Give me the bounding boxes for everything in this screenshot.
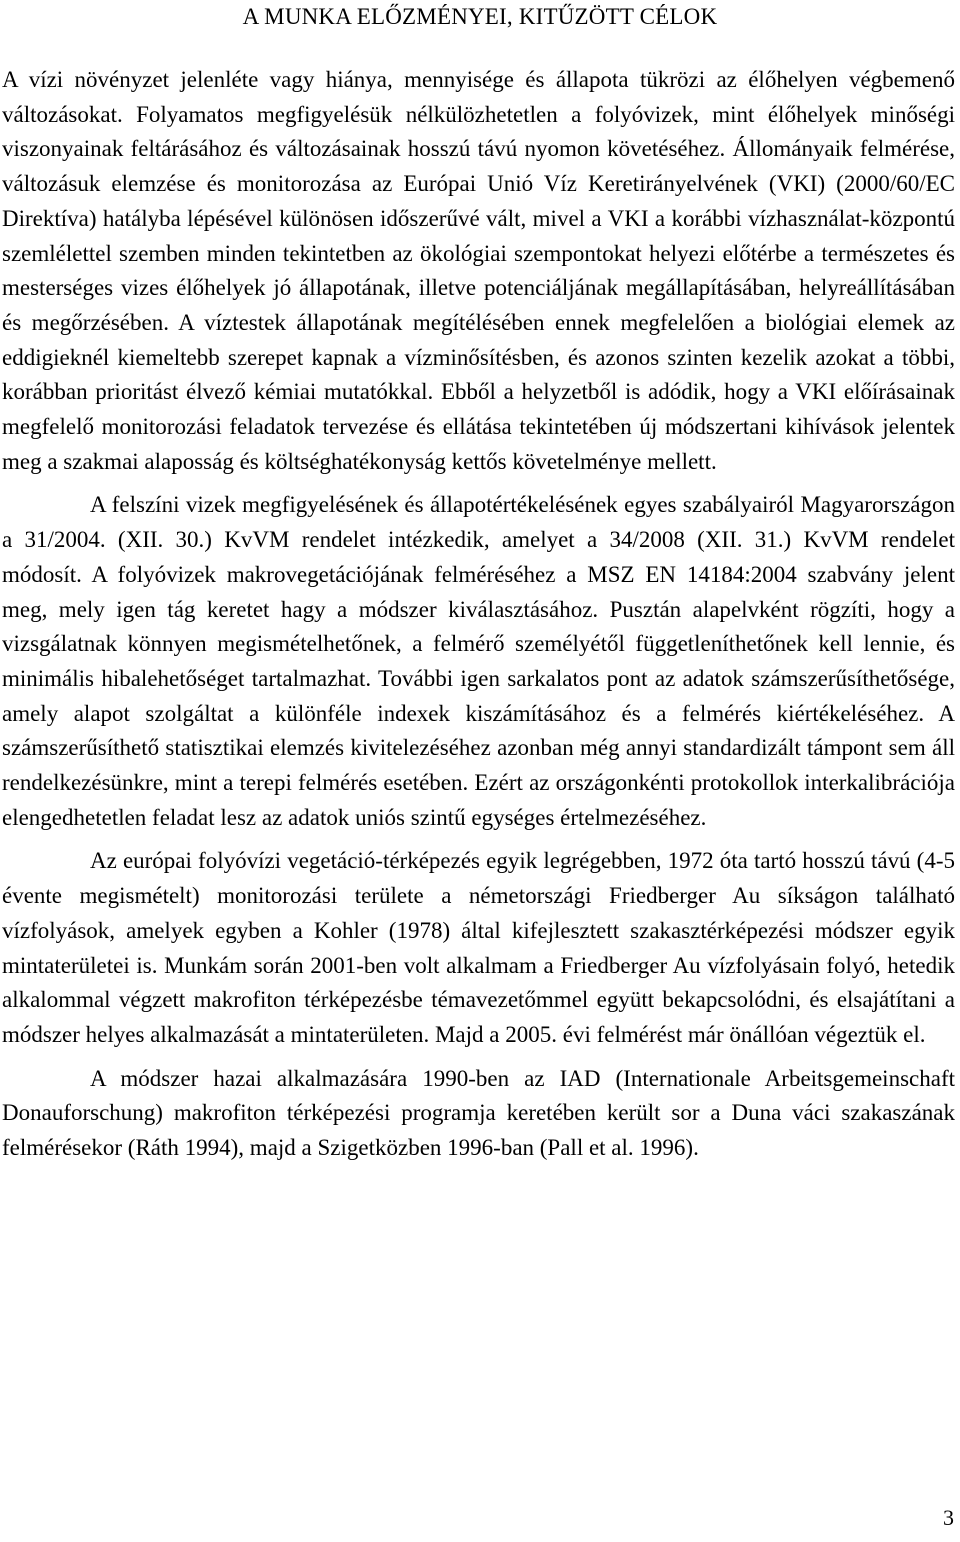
paragraph-regulations: A felszíni vizek megfigyelésének és állapotértékelésének egyes szabályairól Magyarországon a 31/2004. (XII. 30.) KvVM rendelet intézkedik, amelyet a 34/2008 (XII. 31.) KvVM rendelet módosít. A folyóvizek makrovegetációjának felméréséhez a MSZ EN 14184:2004 szabvány jelent meg, mely igen tág keretet hagy a módszer kiválasztásához. Pusztán alapelvként rögzíti, hogy a vizsgálatnak könnyen megismételhetőnek, a felmérő személyétől függetleníthetőnek kell lennie, és minimális hibalehetőséget tartalmazhat. További igen sarkalatos pont az adatok számszerűsíthetősége, amely alapot szolgáltat a különféle indexek kiszámításához és a felmérés kiértékeléséhez. A számszerűsíthető statisztikai elemzés kivitelezéséhez azonban még annyi standardizált támpont sem áll rendelkezésünkre, mint a terepi felmérés esetében. Ezért az országonkénti protokollok interkalibrációja elengedhetetlen feladat lesz az adatok uniós szintű egységes értelmezéséhez. [2,492,955,830]
paragraph-intro: A vízi növényzet jelenléte vagy hiánya, mennyisége és állapota tükrözi az élőhelyen végbemenő változásokat. Folyamatos megfigyelésük nélkülözhetetlen a folyóvizek, mint élőhelyek minőségi viszonyainak feltárásához és változásainak hosszú távú nyomon követéséhez. Állományaik felmérése, változásuk elemzése és monitorozása az Európai Unió Víz Keretirányelvének (VKI) (2000/60/EC Direktíva) hatályba lépésével különösen időszerűvé vált, mivel a VKI a korábbi vízhasználat-központú szemlélettel szemben minden tekintetben az ökológiai szempontokat helyezi előtérbe a természetes és mesterséges vizes élőhelyek jó állapotának, illetve potenciáljának megállapításában, helyreállításában és megőrzésében. A víztestek állapotának megítélésében ennek megfelelően a biológiai elemek az eddigieknél kiemeltebb szerepet kapnak a vízminősítésben, és azonos szinten kezelik azokat a többi, korábban prioritást élvező kémiai mutatókkal. Ebből a helyzetből is adódik, hogy a VKI előírásainak megfelelő monitorozási feladatok tervezése és ellátása tekintetében új módszertani kihívások jelentek meg a szakmai alaposság és költséghatékonyság kettős követelménye mellett. [2,67,955,474]
section-heading: A MUNKA ELŐZMÉNYEI, KITŰZÖTT CÉLOK [242,4,718,29]
page-number: 3 [943,1505,954,1530]
paragraph-european-mapping: Az európai folyóvízi vegetáció-térképezés egyik legrégebben, 1972 óta tartó hosszú távú (4-5 évente megismételt) monitorozási területe a németországi Friedberger Au síkságon található vízfolyások, amelyek egyben a Kohler (1978) által kifejlesztett szakasztérképezési módszer egyik mintaterületei is. Munkám során 2001-ben volt alkalmam a Friedberger Au vízfolyásain folyó, hetedik alkalommal végzett makrofiton térképezésbe témavezetőmmel együtt bekapcsolódni, és elsajátítani a módszer helyes alkalmazását a mintaterületen. Majd a 2005. évi felmérést már önállóan végeztük el. [2,848,955,1047]
body-text [2,63,955,1166]
paragraph-domestic-application: A módszer hazai alkalmazására 1990-ben az IAD (Internationale Arbeitsgemeinschaft Donauforschung) makrofiton térképezési programja keretében került sor a Duna váci szakaszának felmérésekor (Ráth 1994), majd a Szigetközben 1996-ban (Pall et al. 1996). [2,1065,955,1161]
